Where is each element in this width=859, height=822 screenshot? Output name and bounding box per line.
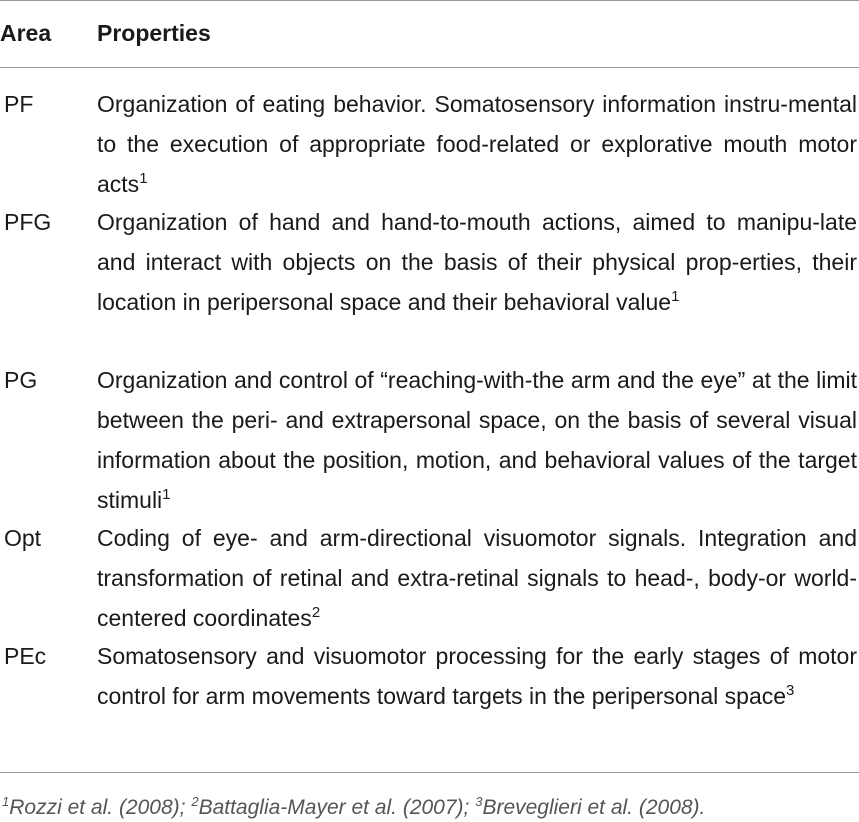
row-properties-text: Organization of hand and hand-to-mouth actions, aimed to manipu-late and interact with objects on the basis of their physical prop-erties, their location in peripersonal space and their behavioral value — [97, 209, 857, 315]
row-properties — [97, 202, 857, 322]
row-reference: 1 — [671, 288, 680, 305]
footnote-separator: . — [699, 796, 706, 819]
row-reference: 3 — [786, 682, 795, 699]
row-area: PEc — [4, 643, 47, 669]
row-reference: 1 — [162, 486, 171, 503]
row-area: Opt — [4, 525, 42, 551]
row-properties — [97, 518, 857, 638]
footnote-separator: ; — [463, 796, 476, 819]
header-area: Area — [0, 20, 52, 46]
row-properties-text: Organization of eating behavior. Somatosensory information instru-mental to the execution of appropriate food-related or explorative mouth motor acts — [97, 91, 857, 197]
row-properties-text: Somatosensory and visuomotor processing for the early stages of motor control for arm movements toward targets in the peripersonal space — [97, 643, 857, 709]
header-properties: Properties — [97, 20, 211, 46]
footnote-separator: ; — [179, 796, 192, 819]
footnote-citation: Breveglieri et al. (2008) — [482, 796, 700, 819]
footnote-citation: Rozzi et al. (2008) — [9, 796, 180, 819]
row-properties — [97, 636, 857, 716]
row-properties — [97, 360, 857, 520]
row-properties — [97, 84, 857, 204]
row-properties-text: Coding of eye- and arm-directional visuomotor signals. Integration and transformation of retinal and extra-retinal signals to head-, body-or world-centered coordinates — [97, 525, 857, 631]
footnote-number: 2 — [191, 794, 199, 809]
row-area: PF — [4, 91, 34, 117]
row-reference: 2 — [311, 604, 321, 621]
row-area: PFG — [4, 209, 52, 235]
table-top-rule — [0, 0, 859, 1]
table-bottom-rule — [0, 772, 859, 773]
table-header-rule — [0, 67, 859, 68]
footnote-citation: Battaglia-Mayer et al. (2007) — [198, 796, 464, 819]
row-area: PG — [4, 367, 38, 393]
footnote-number: 3 — [475, 794, 483, 809]
row-properties-text: Organization and control of “reaching-with-the arm and the eye” at the limit between the peri- and extrapersonal space, on the basis of several visual information about the position, motion, and behavioral values of the target stimuli — [97, 367, 857, 513]
table-footnote — [2, 795, 705, 821]
row-reference: 1 — [139, 170, 148, 187]
footnote-number: 1 — [2, 794, 10, 809]
